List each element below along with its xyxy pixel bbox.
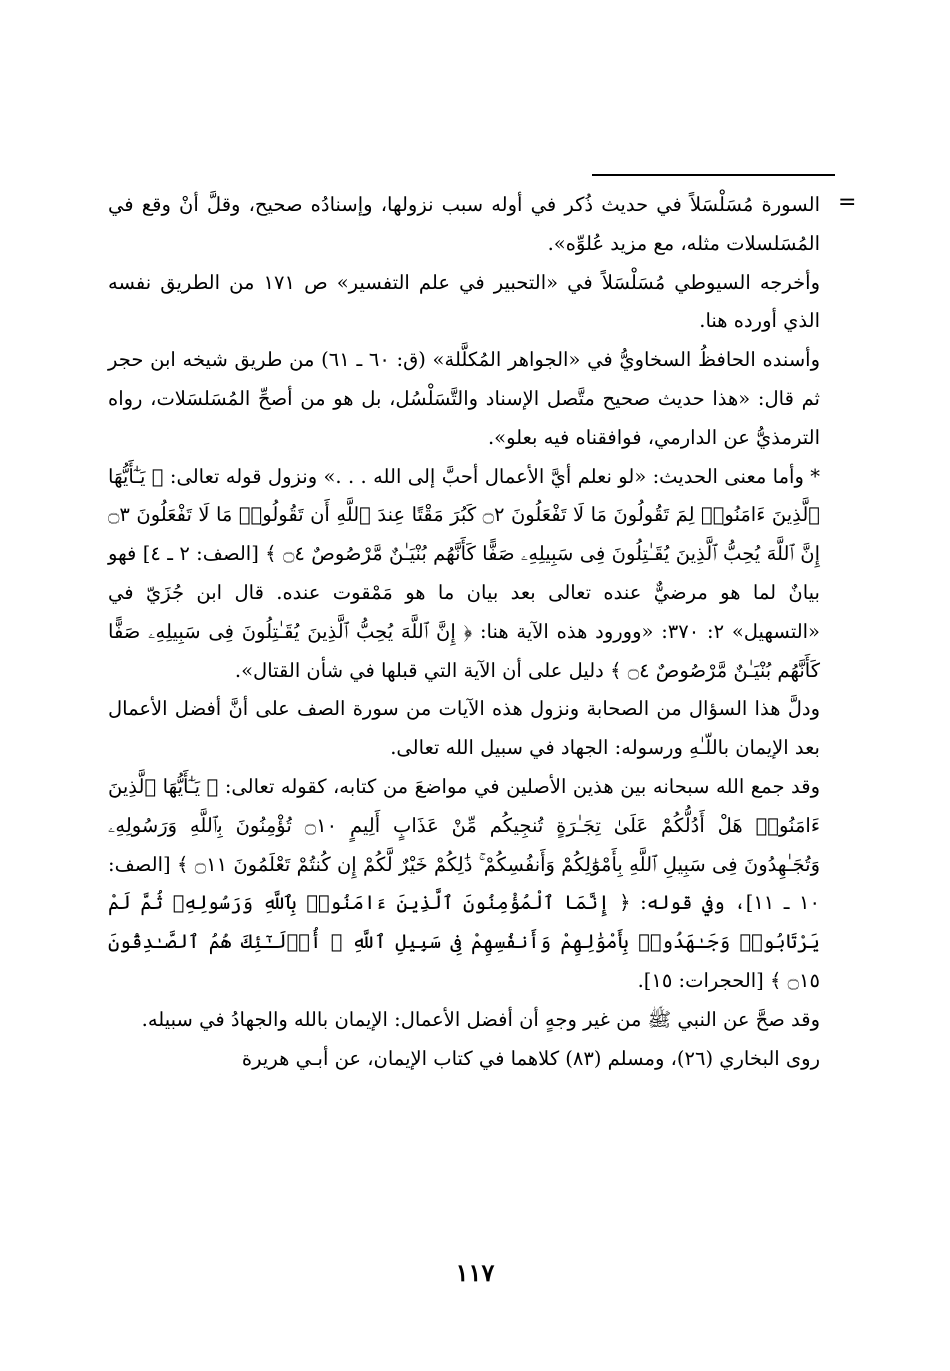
paragraph-3: وأسنده الحافظُ السخاويُّ في «الجواهر المُكلَّلة» (ق: ٦٠ ـ ٦١) من طريق شيخه ابن حجر ثم قال: «هذا حديث صحيح متَّصل الإسناد والتَّسَلْسُل، بل هو من أصحِّ المُسَلسَلات، رواه الترمذيُّ عن الدارمي، فوافقناه فيه بعلو». xyxy=(108,348,820,449)
paragraph-8: روى البخاري (٢٦)، ومسلم (٨٣) كلاهما في كتاب الإيمان، عن أبـي هريرة xyxy=(241,1046,820,1070)
paragraph-5: ودلَّ هذا السؤال من الصحابة ونزول هذه الآيات من سورة الصف على أنَّ أفضل الأعمال بعد الإيمان باللّـٰهِ ورسوله: الجهاد في سبيل الله تعالى. xyxy=(108,697,820,760)
paragraph-7: وقد صحَّ عن النبي ﷺ من غير وجهٍ أن أفضل الأعمال: الإيمان بالله والجهادُ في سبيله. xyxy=(141,1007,820,1031)
paragraph-4: * وأما معنى الحديث: «لو نعلم أيَّ الأعمال أحبَّ إلى الله . . .» ونزول قوله تعالى: ﴿ يَـٰٓأَيُّهَا ٱلَّذِينَ ءَامَنُوا۟ لِمَ تَقُولُونَ مَا لَا تَفْعَلُونَ ۝٢ كَبُرَ مَقْتًا عِندَ ٱللَّهِ أَن تَقُولُوا۟ مَا لَا تَفْعَلُونَ ۝٣ إِنَّ ٱللَّهَ يُحِبُّ ٱلَّذِينَ يُقَـٰتِلُونَ فِى سَبِيلِهِۦ صَفًّا كَأَنَّهُم بُنْيَـٰنٌ مَّرْصُوصٌ ۝٤ ﴾ [الصف: ٢ ـ ٤] فهو بيانٌ لما هو مرضيٌّ عنده تعالى بعد بيان ما هو مَمْقوت عنده. قال ابن جُزَيّ في «التسهيل» ٢: ٣٧٠: «وورود هذه الآية هنا: ﴿ إِنَّ ٱللَّهَ يُحِبُّ ٱلَّذِينَ يُقَـٰتِلُونَ فِى سَبِيلِهِۦ صَفًّا كَأَنَّهُم بُنْيَـٰنٌ مَّرْصُوصٌ ۝٤ ﴾ دليل على أن الآية التي قبلها في شأن القتال». xyxy=(108,464,821,682)
paragraph-6: وقد جمع الله سبحانه بين هذين الأصلين في مواضعَ من كتابه، كقوله تعالى: ﴿ يَـٰٓأَيُّهَا ٱلَّذِينَ ءَامَنُوا۟ هَلْ أَدُلُّكُمْ عَلَىٰ تِجَـٰرَةٍ تُنجِيكُم مِّنْ عَذَابٍ أَلِيمٍ ۝١٠ تُؤْمِنُونَ بِٱللَّهِ وَرَسُولِهِۦ وَتُجَـٰهِدُونَ فِى سَبِيلِ ٱللَّهِ بِأَمْوَٰلِكُمْ وَأَنفُسِكُمْ ۚ ذَٰلِكُمْ خَيْرٌ لَّكُمْ إِن كُنتُمْ تَعْلَمُونَ ۝١١ ﴾ [الصف: ١٠ ـ ١١]، وفي قوله: ﴿ إِنَّمَا ٱلْمُؤْمِنُونَ ٱلَّذِينَ ءَامَنُوا۟ بِٱللَّهِ وَرَسُولِهِۦ ثُمَّ لَمْ يَرْتَابُوا۟ وَجَـٰهَدُوا۟ بِأَمْوَٰلِهِمْ وَأَنفُسِهِمْ فِى سَبِيلِ ٱللَّهِ ۚ أُو۟لَـٰٓئِكَ هُمُ ٱلصَّـٰدِقُونَ ۝١٥ ﴾ [الحجرات: ١٥]. xyxy=(108,774,820,992)
footnote-separator xyxy=(592,174,835,176)
page-number: ١١٧ xyxy=(455,1258,495,1287)
continuation-mark: = xyxy=(838,190,857,215)
footnote-text xyxy=(108,186,820,1078)
paragraph-2: وأخرجه السيوطي مُسَلْسَلاً في «التحبير في علم التفسير» ص ١٧١ من الطريق نفسه الذي أورده هنا. xyxy=(108,270,820,333)
paragraph-1: السورة مُسَلْسَلاً في حديث ذُكر في أوله سبب نزولها، وإسنادُه صحيح، وقلَّ أنْ وقع في المُسَلسلات مثله، مع مزيد عُلوِّه». xyxy=(108,193,820,255)
